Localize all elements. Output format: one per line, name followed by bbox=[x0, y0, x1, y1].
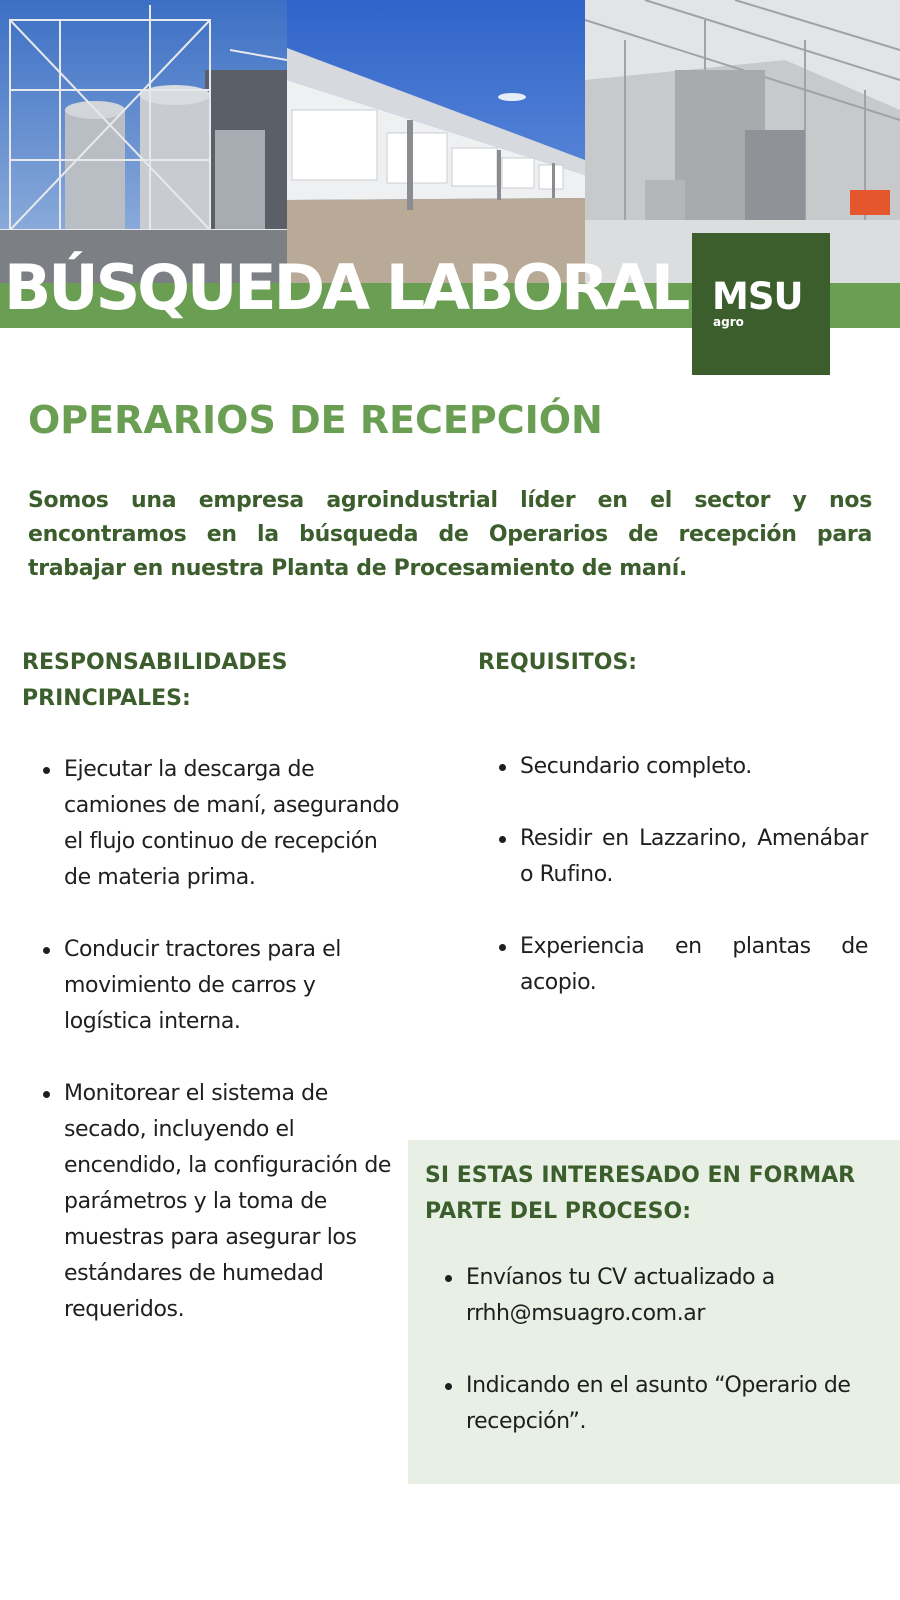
list-item: Monitorear el sistema de secado, incluyendo el encendido, la configuración de parámetros y la toma de muestras para asegurar los estándares de humedad requeridos. bbox=[22, 1076, 400, 1328]
responsibilities-list bbox=[22, 752, 400, 1364]
requirements-heading: REQUISITOS: bbox=[478, 650, 638, 675]
photo-reception-shed bbox=[287, 0, 585, 285]
responsibilities-heading: RESPONSABILIDADES PRINCIPALES: bbox=[22, 650, 288, 711]
photo-silo-structure bbox=[0, 0, 287, 285]
intro-paragraph: Somos una empresa agroindustrial líder en el sector y nos encontramos en la búsqueda de Operarios de recepción para trabajar en nuestra Planta de Procesamiento de maní. bbox=[28, 488, 872, 581]
msu-agro-logo bbox=[692, 233, 830, 375]
list-item: Conducir tractores para el movimiento de carros y logística interna. bbox=[22, 932, 400, 1040]
requirements-list bbox=[478, 749, 868, 1037]
contact-subject-item: Indicando en el asunto “Operario de recepción”. bbox=[424, 1368, 894, 1440]
list-item: Secundario completo. bbox=[478, 749, 868, 785]
contact-heading: SI ESTAS INTERESADO EN FORMAR PARTE DEL PROCESO: bbox=[425, 1163, 856, 1224]
contact-list bbox=[424, 1260, 894, 1476]
logo-main-text: MSU bbox=[712, 275, 803, 318]
list-item: Experiencia en plantas de acopio. bbox=[478, 929, 868, 1001]
headline: BÚSQUEDA LABORAL bbox=[4, 251, 688, 324]
logo-sub-text: agro bbox=[713, 315, 744, 329]
contact-cv-item: Envíanos tu CV actualizado a rrhh@msuagro.com.ar bbox=[424, 1260, 894, 1332]
list-item: Ejecutar la descarga de camiones de maní, asegurando el flujo continuo de recepción de materia prima. bbox=[22, 752, 400, 896]
job-title: OPERARIOS DE RECEPCIÓN bbox=[28, 398, 603, 442]
list-item: Residir en Lazzarino, Amenábar o Rufino. bbox=[478, 821, 868, 893]
